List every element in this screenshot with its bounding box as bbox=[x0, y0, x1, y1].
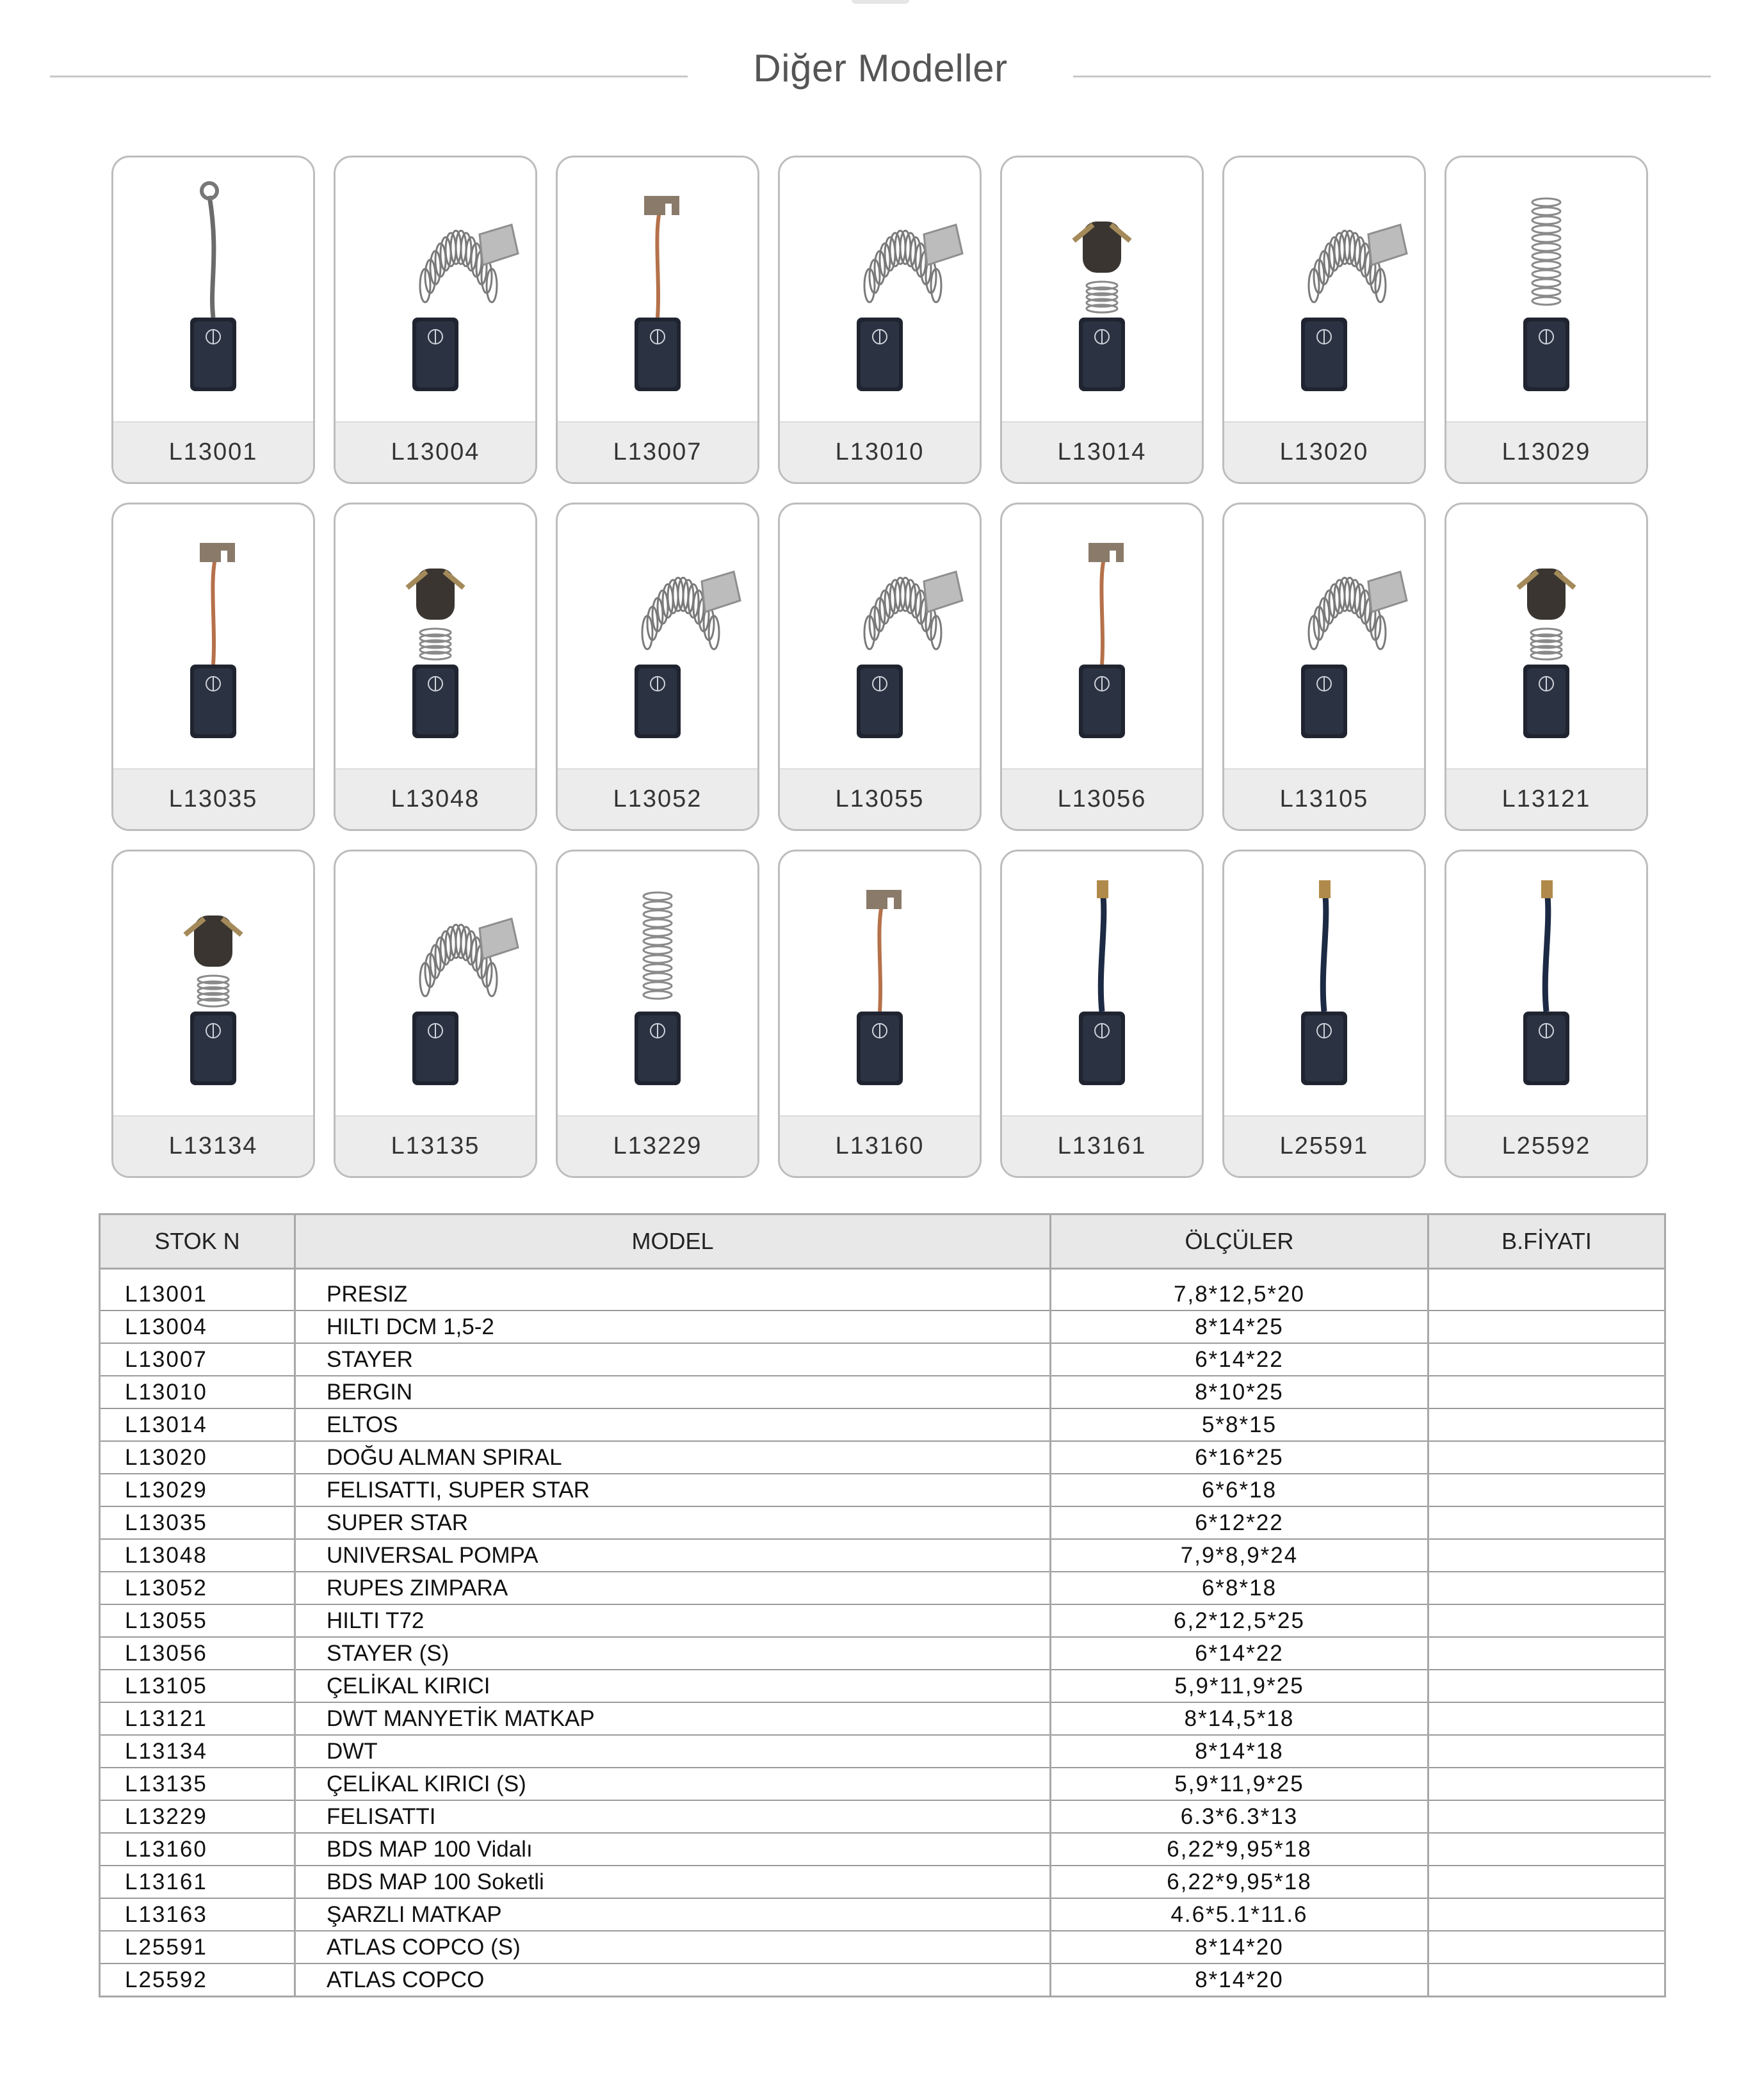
cell-dimensions: 7,8*12,5*20 bbox=[1051, 1278, 1428, 1311]
table-row bbox=[100, 1964, 1665, 1997]
cell-price bbox=[1428, 1702, 1665, 1735]
title-divider-right bbox=[1073, 76, 1711, 77]
cell-model: STAYER (S) bbox=[295, 1637, 1051, 1670]
cell-dimensions: 8*14,5*18 bbox=[1051, 1702, 1428, 1735]
cell-price bbox=[1428, 1964, 1665, 1997]
cell-stock-no: L13163 bbox=[100, 1898, 295, 1931]
cell-price bbox=[1428, 1768, 1665, 1800]
cell-dimensions: 5*8*15 bbox=[1051, 1408, 1428, 1441]
cell-stock-no: L13135 bbox=[100, 1768, 295, 1800]
cell-model: RUPES ZIMPARA bbox=[295, 1572, 1051, 1604]
product-code: L13052 bbox=[558, 768, 757, 829]
product-card bbox=[334, 850, 537, 1178]
table-row bbox=[100, 1768, 1665, 1800]
cell-dimensions: 6*16*25 bbox=[1051, 1441, 1428, 1474]
cell-model: BDS MAP 100 Soketli bbox=[295, 1866, 1051, 1898]
carbon-brush-fork-terminal-icon bbox=[558, 157, 757, 423]
cell-model: DWT bbox=[295, 1735, 1051, 1768]
cell-dimensions: 7,9*8,9*24 bbox=[1051, 1539, 1428, 1572]
cell-model: SUPER STAR bbox=[295, 1506, 1051, 1539]
cell-model: ATLAS COPCO bbox=[295, 1964, 1051, 1997]
carbon-brush-spring-clip-icon bbox=[336, 157, 535, 423]
cell-stock-no: L13052 bbox=[100, 1572, 295, 1604]
cell-price bbox=[1428, 1637, 1665, 1670]
cell-dimensions: 8*14*25 bbox=[1051, 1311, 1428, 1343]
carbon-brush-fork-terminal-icon bbox=[113, 504, 313, 770]
product-code: L13007 bbox=[558, 421, 757, 482]
cell-stock-no: L13055 bbox=[100, 1604, 295, 1637]
cell-model: STAYER bbox=[295, 1343, 1051, 1376]
product-card bbox=[334, 503, 537, 831]
cell-model: PRESIZ bbox=[295, 1278, 1051, 1311]
cell-stock-no: L25592 bbox=[100, 1964, 295, 1997]
header-stock-no: STOK N bbox=[100, 1214, 295, 1269]
carbon-brush-socket-wire-icon bbox=[1002, 851, 1202, 1117]
product-code: L25592 bbox=[1446, 1115, 1646, 1176]
product-code: L13055 bbox=[780, 768, 980, 829]
table-row bbox=[100, 1539, 1665, 1572]
product-card bbox=[111, 156, 315, 484]
cell-model: DOĞU ALMAN SPIRAL bbox=[295, 1441, 1051, 1474]
table-row bbox=[100, 1408, 1665, 1441]
cell-model: ATLAS COPCO (S) bbox=[295, 1931, 1051, 1964]
cell-stock-no: L13121 bbox=[100, 1702, 295, 1735]
product-card bbox=[1000, 503, 1204, 831]
cell-stock-no: L25591 bbox=[100, 1931, 295, 1964]
cell-price bbox=[1428, 1474, 1665, 1506]
cell-stock-no: L13160 bbox=[100, 1833, 295, 1866]
cell-dimensions: 6,22*9,95*18 bbox=[1051, 1866, 1428, 1898]
product-card bbox=[334, 156, 537, 484]
cell-stock-no: L13029 bbox=[100, 1474, 295, 1506]
table-row bbox=[100, 1735, 1665, 1768]
cell-price bbox=[1428, 1898, 1665, 1931]
cell-model: FELISATTI, SUPER STAR bbox=[295, 1474, 1051, 1506]
table-row bbox=[100, 1898, 1665, 1931]
product-card bbox=[778, 850, 982, 1178]
product-card bbox=[1000, 156, 1204, 484]
carbon-brush-straight-spring-icon bbox=[558, 851, 757, 1117]
table-row bbox=[100, 1604, 1665, 1637]
cell-dimensions: 6.3*6.3*13 bbox=[1051, 1800, 1428, 1833]
product-card bbox=[1444, 503, 1648, 831]
cell-dimensions: 8*14*20 bbox=[1051, 1931, 1428, 1964]
cell-model: HILTI T72 bbox=[295, 1604, 1051, 1637]
cell-dimensions: 6,2*12,5*25 bbox=[1051, 1604, 1428, 1637]
carbon-brush-loop-terminal-icon bbox=[113, 157, 313, 423]
table-header-row bbox=[100, 1214, 1665, 1269]
stock-table bbox=[99, 1213, 1666, 1997]
cell-price bbox=[1428, 1800, 1665, 1833]
cell-price bbox=[1428, 1670, 1665, 1702]
title-divider-left bbox=[50, 76, 688, 77]
cell-price bbox=[1428, 1539, 1665, 1572]
product-card bbox=[1444, 850, 1648, 1178]
carbon-brush-straight-spring-icon bbox=[1446, 157, 1646, 423]
carbon-brush-spring-clip-icon bbox=[1224, 504, 1424, 770]
cell-dimensions: 6*6*18 bbox=[1051, 1474, 1428, 1506]
table-row bbox=[100, 1866, 1665, 1898]
product-grid bbox=[111, 156, 1648, 1178]
cell-model: ÇELİKAL KIRICI bbox=[295, 1670, 1051, 1702]
cell-price bbox=[1428, 1408, 1665, 1441]
cell-dimensions: 6*14*22 bbox=[1051, 1343, 1428, 1376]
product-card bbox=[1222, 850, 1426, 1178]
cell-price bbox=[1428, 1604, 1665, 1637]
cell-stock-no: L13134 bbox=[100, 1735, 295, 1768]
cell-price bbox=[1428, 1866, 1665, 1898]
product-card bbox=[1000, 850, 1204, 1178]
carbon-brush-spring-cap-icon bbox=[336, 504, 535, 770]
table-row bbox=[100, 1670, 1665, 1702]
table-row bbox=[100, 1278, 1665, 1311]
page-title: Diğer Modeller bbox=[753, 47, 1008, 90]
cell-stock-no: L13014 bbox=[100, 1408, 295, 1441]
cell-stock-no: L13001 bbox=[100, 1278, 295, 1311]
product-code: L13001 bbox=[113, 421, 313, 482]
carbon-brush-spring-cap-icon bbox=[113, 851, 313, 1117]
cell-stock-no: L13056 bbox=[100, 1637, 295, 1670]
product-code: L13135 bbox=[336, 1115, 535, 1176]
table-row bbox=[100, 1311, 1665, 1343]
product-code: L13105 bbox=[1224, 768, 1424, 829]
cell-price bbox=[1428, 1278, 1665, 1311]
carbon-brush-fork-terminal-icon bbox=[780, 851, 980, 1117]
table-body bbox=[100, 1269, 1665, 1997]
cell-price bbox=[1428, 1572, 1665, 1604]
product-card bbox=[1222, 503, 1426, 831]
product-card bbox=[778, 503, 982, 831]
cell-model: HILTI DCM 1,5-2 bbox=[295, 1311, 1051, 1343]
cell-dimensions: 6*14*22 bbox=[1051, 1637, 1428, 1670]
product-code: L13010 bbox=[780, 421, 980, 482]
table-spacer-row bbox=[100, 1269, 1665, 1279]
product-code: L13014 bbox=[1002, 421, 1202, 482]
product-code: L13121 bbox=[1446, 768, 1646, 829]
carbon-brush-fork-terminal-icon bbox=[1002, 504, 1202, 770]
carbon-brush-spring-cap-icon bbox=[1002, 157, 1202, 423]
product-code: L13229 bbox=[558, 1115, 757, 1176]
product-code: L13004 bbox=[336, 421, 535, 482]
cell-stock-no: L13020 bbox=[100, 1441, 295, 1474]
cell-stock-no: L13004 bbox=[100, 1311, 295, 1343]
carbon-brush-socket-wire-icon bbox=[1224, 851, 1424, 1117]
table-row bbox=[100, 1376, 1665, 1408]
cell-dimensions: 6*8*18 bbox=[1051, 1572, 1428, 1604]
cell-price bbox=[1428, 1311, 1665, 1343]
product-code: L13160 bbox=[780, 1115, 980, 1176]
cell-model: BERGIN bbox=[295, 1376, 1051, 1408]
product-card bbox=[556, 850, 759, 1178]
product-code: L13161 bbox=[1002, 1115, 1202, 1176]
table-row bbox=[100, 1833, 1665, 1866]
cell-stock-no: L13035 bbox=[100, 1506, 295, 1539]
cell-price bbox=[1428, 1441, 1665, 1474]
cell-stock-no: L13161 bbox=[100, 1866, 295, 1898]
product-card bbox=[111, 850, 315, 1178]
cell-price bbox=[1428, 1735, 1665, 1768]
product-card bbox=[1444, 156, 1648, 484]
cell-model: FELISATTI bbox=[295, 1800, 1051, 1833]
table-row bbox=[100, 1572, 1665, 1604]
cell-stock-no: L13048 bbox=[100, 1539, 295, 1572]
product-card bbox=[1222, 156, 1426, 484]
table-row bbox=[100, 1702, 1665, 1735]
cell-stock-no: L13010 bbox=[100, 1376, 295, 1408]
cell-dimensions: 6*12*22 bbox=[1051, 1506, 1428, 1539]
product-code: L13056 bbox=[1002, 768, 1202, 829]
product-code: L13020 bbox=[1224, 421, 1424, 482]
product-code: L13134 bbox=[113, 1115, 313, 1176]
cell-price bbox=[1428, 1833, 1665, 1866]
cell-price bbox=[1428, 1343, 1665, 1376]
table-row bbox=[100, 1343, 1665, 1376]
table-row bbox=[100, 1506, 1665, 1539]
carbon-brush-spring-clip-icon bbox=[780, 504, 980, 770]
product-card bbox=[111, 503, 315, 831]
cell-price bbox=[1428, 1506, 1665, 1539]
table-row bbox=[100, 1931, 1665, 1964]
product-code: L25591 bbox=[1224, 1115, 1424, 1176]
carbon-brush-spring-clip-icon bbox=[558, 504, 757, 770]
cell-stock-no: L13105 bbox=[100, 1670, 295, 1702]
cell-dimensions: 4.6*5.1*11.6 bbox=[1051, 1898, 1428, 1931]
product-code: L13029 bbox=[1446, 421, 1646, 482]
carbon-brush-spring-clip-icon bbox=[336, 851, 535, 1117]
cell-dimensions: 8*14*20 bbox=[1051, 1964, 1428, 1997]
cell-stock-no: L13229 bbox=[100, 1800, 295, 1833]
cell-model: DWT MANYETİK MATKAP bbox=[295, 1702, 1051, 1735]
carbon-brush-spring-clip-icon bbox=[1224, 157, 1424, 423]
table-row bbox=[100, 1474, 1665, 1506]
cell-dimensions: 5,9*11,9*25 bbox=[1051, 1670, 1428, 1702]
cell-model: ŞARZLI MATKAP bbox=[295, 1898, 1051, 1931]
top-decoration bbox=[852, 0, 909, 4]
header-dimensions: ÖLÇÜLER bbox=[1051, 1214, 1428, 1269]
cell-model: ÇELİKAL KIRICI (S) bbox=[295, 1768, 1051, 1800]
table-row bbox=[100, 1800, 1665, 1833]
product-card bbox=[556, 503, 759, 831]
header-model: MODEL bbox=[295, 1214, 1051, 1269]
product-card bbox=[778, 156, 982, 484]
table-row bbox=[100, 1441, 1665, 1474]
product-code: L13048 bbox=[336, 768, 535, 829]
cell-price bbox=[1428, 1376, 1665, 1408]
cell-stock-no: L13007 bbox=[100, 1343, 295, 1376]
carbon-brush-spring-clip-icon bbox=[780, 157, 980, 423]
carbon-brush-socket-wire-icon bbox=[1446, 851, 1646, 1117]
cell-price bbox=[1428, 1931, 1665, 1964]
cell-model: BDS MAP 100 Vidalı bbox=[295, 1833, 1051, 1866]
cell-dimensions: 6,22*9,95*18 bbox=[1051, 1833, 1428, 1866]
cell-model: UNIVERSAL POMPA bbox=[295, 1539, 1051, 1572]
cell-dimensions: 8*10*25 bbox=[1051, 1376, 1428, 1408]
carbon-brush-spring-cap-icon bbox=[1446, 504, 1646, 770]
product-card bbox=[556, 156, 759, 484]
product-code: L13035 bbox=[113, 768, 313, 829]
cell-dimensions: 5,9*11,9*25 bbox=[1051, 1768, 1428, 1800]
cell-dimensions: 8*14*18 bbox=[1051, 1735, 1428, 1768]
header-price: B.FİYATI bbox=[1428, 1214, 1665, 1269]
cell-model: ELTOS bbox=[295, 1408, 1051, 1441]
table-row bbox=[100, 1637, 1665, 1670]
